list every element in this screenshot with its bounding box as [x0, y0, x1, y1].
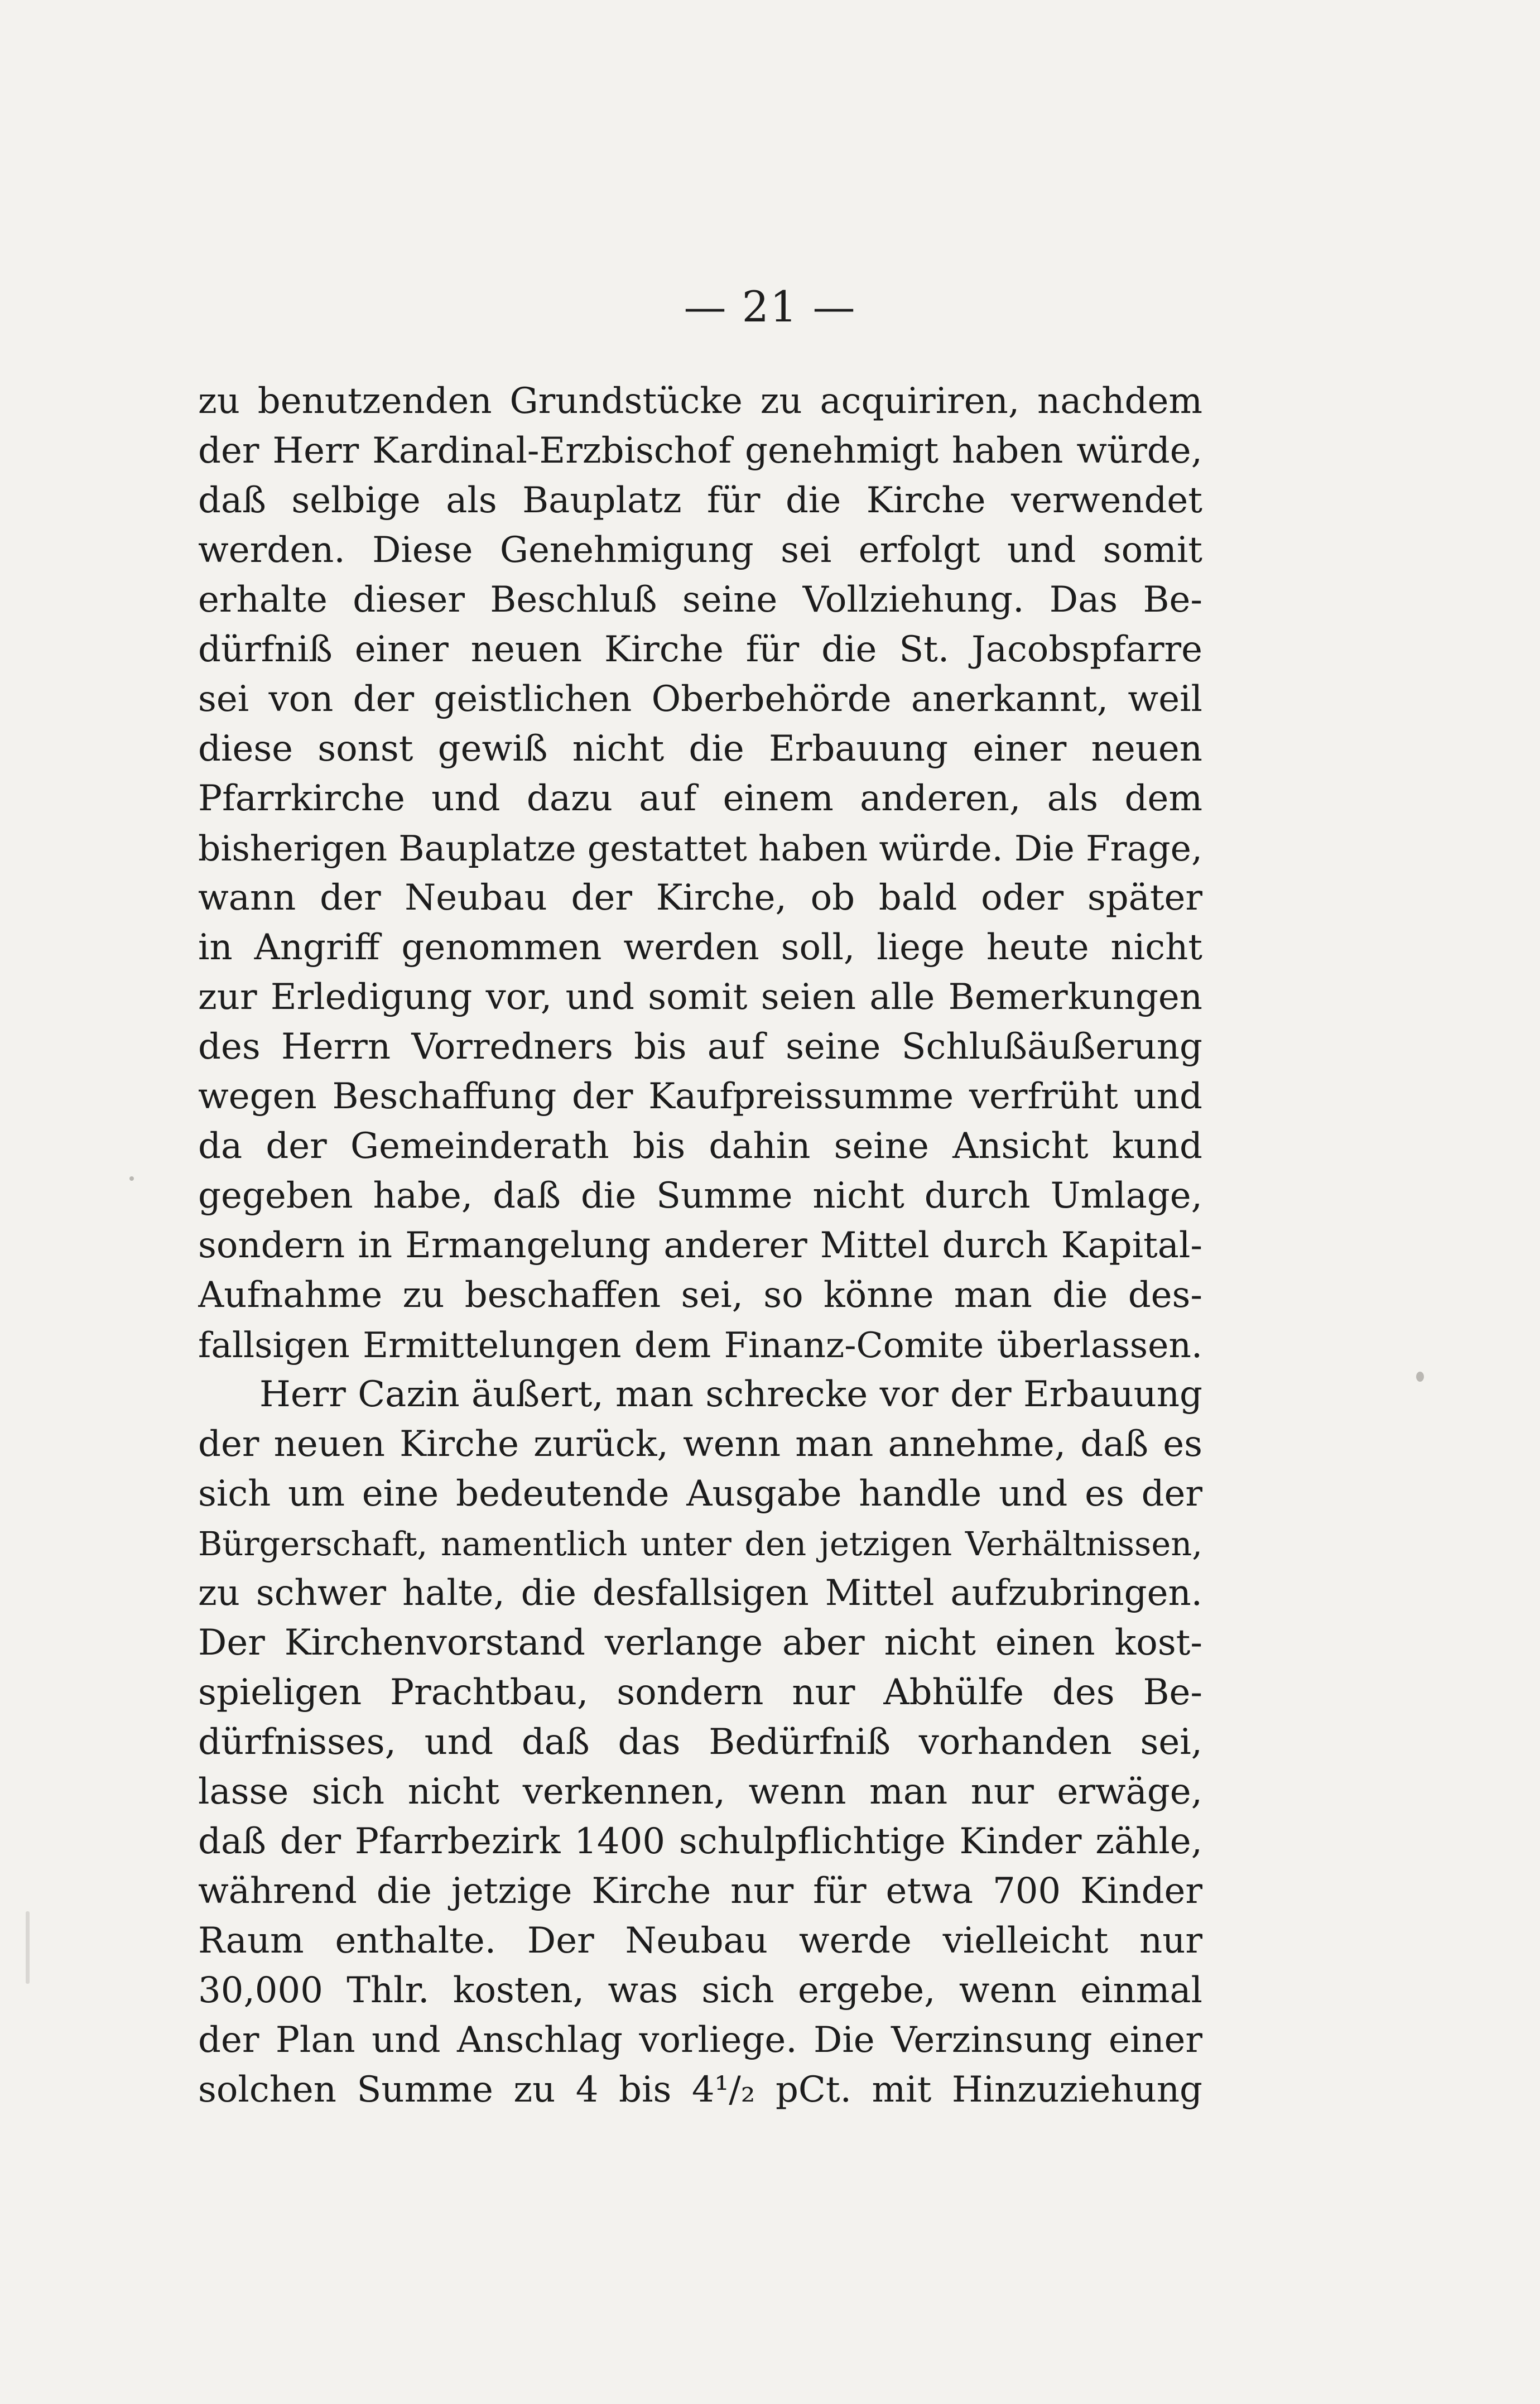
text-line: diese sonst gewiß nicht die Erbauung einer neuen [198, 728, 1202, 770]
paper-speck [1416, 1372, 1424, 1382]
text-line: wann der Neubau der Kirche, ob bald oder später [198, 877, 1202, 919]
text-line: lasse sich nicht verkennen, wenn man nur erwäge, [198, 1771, 1202, 1812]
text-line: Raum enthalte. Der Neubau werde vielleicht nur [198, 1920, 1202, 1961]
text-line: Der Kirchenvorstand verlange aber nicht einen kost- [198, 1622, 1202, 1663]
text-line: bisherigen Bauplatze gestattet haben würde. Die Frage, [198, 828, 1202, 869]
text-line: fallsigen Ermittelungen dem Finanz-Comite überlassen. [198, 1325, 1202, 1366]
text-line: sei von der geistlichen Oberbehörde anerkannt, weil [198, 679, 1202, 720]
text-line: spieligen Prachtbau, sondern nur Abhülfe des Be- [198, 1672, 1202, 1713]
text-line: zur Erledigung vor, und somit seien alle Bemerkungen [198, 977, 1202, 1018]
paper-speck [129, 1176, 134, 1181]
paragraph-start-line: Herr Cazin äußert, man schrecke vor der Erbauung [259, 1374, 1202, 1415]
text-line: der neuen Kirche zurück, wenn man annehme, daß es [198, 1424, 1202, 1465]
body-text [198, 377, 1202, 2115]
page-number: — 21 — [684, 282, 856, 331]
text-line: werden. Diese Genehmigung sei erfolgt und somit [198, 530, 1202, 571]
text-line: zu schwer halte, die desfallsigen Mittel aufzubringen. [198, 1573, 1202, 1614]
text-line: während die jetzige Kirche nur für etwa 700 Kinder [198, 1871, 1202, 1912]
text-line: dürfniß einer neuen Kirche für die St. Jacobspfarre [198, 629, 1202, 670]
text-line: zu benutzenden Grundstücke zu acquiriren, nachdem [198, 381, 1202, 422]
text-line: da der Gemeinderath bis dahin seine Ansicht kund [198, 1126, 1202, 1167]
text-line: daß selbige als Bauplatz für die Kirche verwendet [198, 480, 1202, 521]
text-line: Pfarrkirche und dazu auf einem anderen, als dem [198, 778, 1202, 819]
text-line: dürfnisses, und daß das Bedürfniß vorhanden sei, [198, 1722, 1202, 1763]
text-line: sondern in Ermangelung anderer Mittel durch Kapital- [198, 1225, 1202, 1266]
text-line: 30,000 Thlr. kosten, was sich ergebe, wenn einmal [198, 1970, 1202, 2011]
text-line: der Herr Kardinal-Erzbischof genehmigt haben würde, [198, 430, 1202, 472]
paper-speck [26, 1911, 30, 1984]
text-line: erhalte dieser Beschluß seine Vollziehung. Das Be- [198, 579, 1202, 621]
text-line: der Plan und Anschlag vorliege. Die Verzinsung einer [198, 2020, 1202, 2061]
text-line: Bürgerschaft, namentlich unter den jetzigen Verhältnissen, [198, 1525, 1202, 1563]
text-line: des Herrn Vorredners bis auf seine Schlußäußerung [198, 1026, 1202, 1068]
text-line: daß der Pfarrbezirk 1400 schulpflichtige Kinder zähle, [198, 1821, 1202, 1862]
text-line: Aufnahme zu beschaffen sei, so könne man die des- [198, 1275, 1202, 1316]
text-line: gegeben habe, daß die Summe nicht durch Umlage, [198, 1175, 1202, 1217]
text-line: in Angriff genommen werden soll, liege heute nicht [198, 927, 1202, 968]
text-line: solchen Summe zu 4 bis 4¹/₂ pCt. mit Hinzuziehung [198, 2069, 1202, 2110]
text-line: wegen Beschaffung der Kaufpreissumme verfrüht und [198, 1076, 1202, 1117]
text-line: sich um eine bedeutende Ausgabe handle und es der [198, 1473, 1202, 1514]
